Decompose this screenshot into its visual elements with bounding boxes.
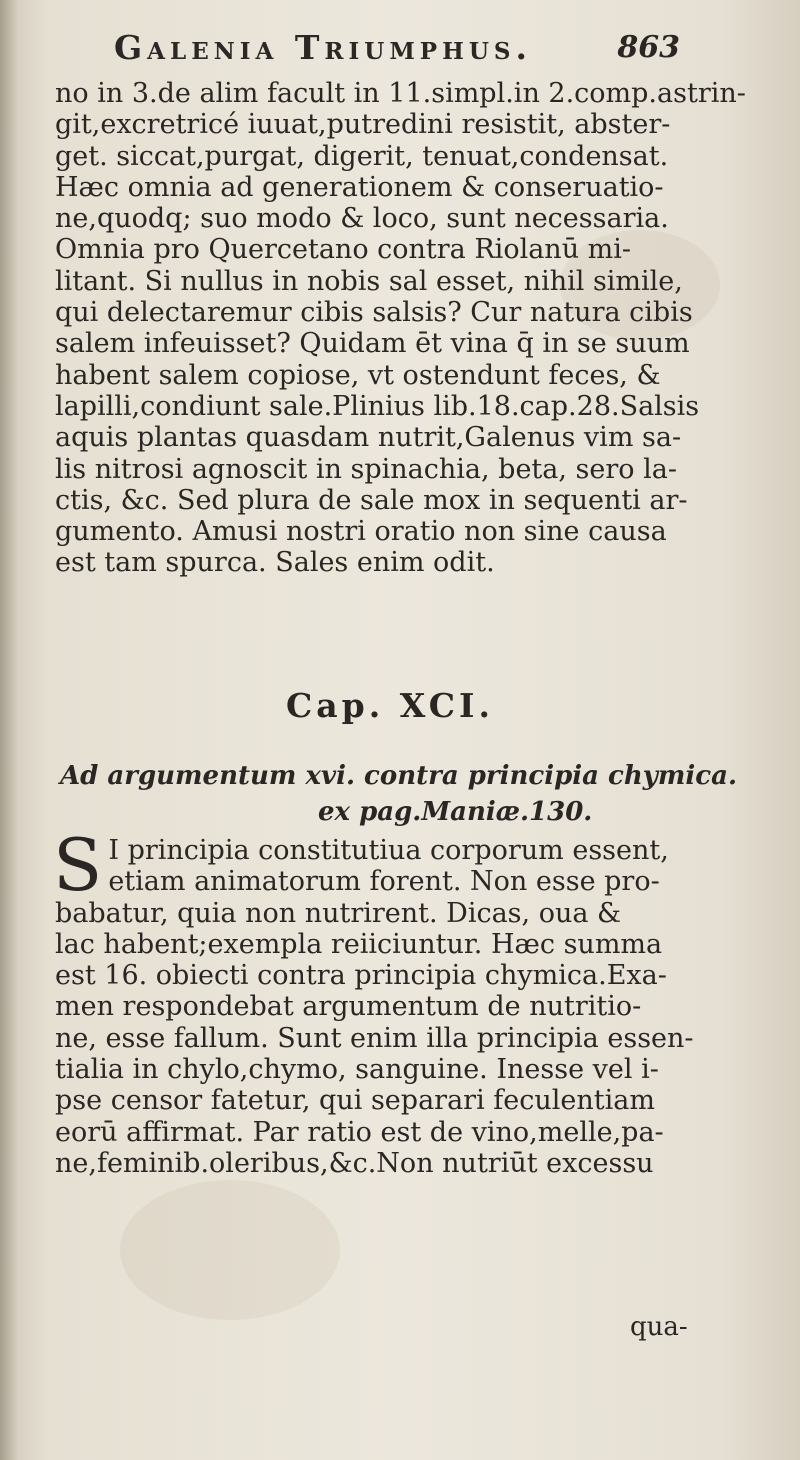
text-line: etiam animatorum forent. Non esse pro- (108, 866, 660, 898)
text-line: aquis plantas quasdam nutrit,Galenus vim sa- (55, 422, 682, 454)
text-line: pse censor fatetur, qui separari feculentiam (55, 1085, 655, 1117)
text-line: est 16. obiecti contra principia chymica.Exa- (55, 960, 667, 992)
chapter-heading (0, 686, 800, 725)
text-line: eorū affirmat. Par ratio est de vino,melle,pa- (55, 1116, 664, 1148)
text-line: Hæc omnia ad generationem & conseruatio- (55, 171, 664, 203)
text-line: est tam spurca. Sales enim odit. (55, 547, 495, 579)
text-line: lis nitrosi agnoscit in spinachia, beta, sero la- (55, 453, 677, 485)
text-line: ne,quodq; suo modo & loco, sunt necessaria. (55, 203, 669, 235)
text-line: lapilli,condiunt sale.Plinius lib.18.cap.28.Salsis (55, 390, 700, 422)
chapter-title: Cap. XCI. (286, 686, 494, 725)
paper-stain (120, 1180, 340, 1320)
text-line: I principia constitutiua corporum essent, (108, 835, 669, 866)
text-line: git,excretricé iuuat,putredini resistit, abster- (55, 109, 671, 141)
text-line: ne, esse fallum. Sunt enim illa principia essen- (55, 1022, 694, 1054)
chapter-subheading (60, 758, 780, 830)
text-line: habent salem copiose, vt ostendunt feces, & (55, 359, 661, 391)
running-title: Galenia Triumphus. (114, 28, 532, 67)
paragraph-2 (53, 823, 785, 1179)
text-line: salem infeuisset? Quidam ēt vina q̄ in se suum (55, 328, 690, 360)
text-line: lac habent;exempla reiiciuntur. Hæc summa (55, 928, 663, 960)
page-header (70, 28, 770, 84)
text-line: tialia in chylo,chymo, sanguine. Inesse vel i- (55, 1054, 659, 1086)
page-number: 863 (617, 30, 680, 65)
catchword: qua- (630, 1312, 688, 1342)
text-line: ne,feminib.oleribus,&c.Non nutriūt excessu (55, 1147, 654, 1179)
text-line: gumento. Amusi nostri oratio non sine causa (55, 516, 667, 548)
text-line: litant. Si nullus in nobis sal esset, nihil simile, (55, 265, 683, 297)
paragraph-1 (55, 78, 785, 579)
text-line: ctis, &c. Sed plura de sale mox in sequenti ar- (55, 484, 688, 516)
subheading-line: ex pag.Maniæ.130. (318, 797, 593, 827)
text-line: qui delectaremur cibis salsis? Cur natura cibis (55, 297, 693, 329)
text-line: Omnia pro Quercetano contra Riolanū mi- (55, 234, 632, 266)
text-line: get. siccat,purgat, digerit, tenuat,condensat. (55, 140, 669, 172)
subheading-line: Ad argumentum xvi. contra principia chymica. (60, 761, 738, 791)
text-line: men respondebat argumentum de nutritio- (55, 991, 642, 1023)
drop-cap: S (53, 823, 103, 907)
text-line: no in 3.de alim facult in 11.simpl.in 2.comp.astrin- (55, 78, 746, 109)
text-line: babatur, quia non nutrirent. Dicas, oua & (55, 897, 622, 929)
gutter-shadow (0, 0, 18, 1460)
